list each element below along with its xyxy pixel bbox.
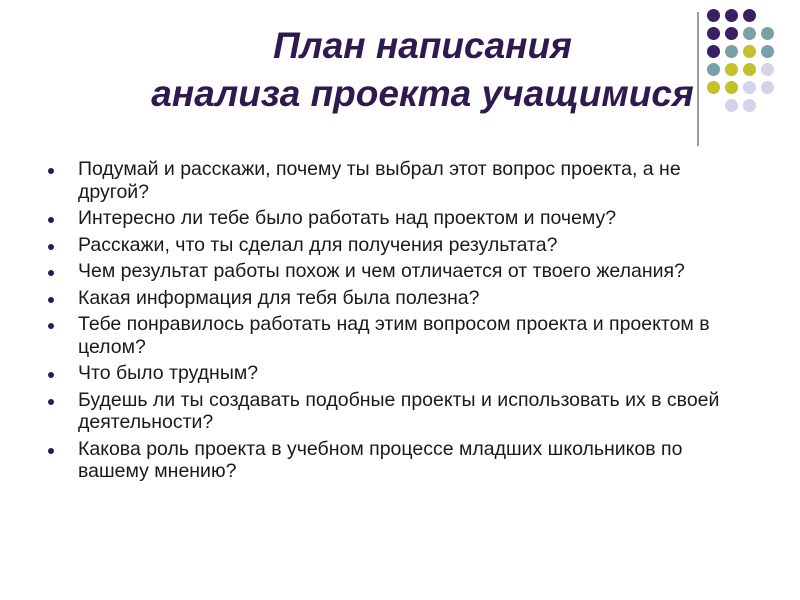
decorative-dot [725,27,738,40]
decorative-dot [761,63,774,76]
bullet-text: Подумай и расскажи, почему ты выбрал этот вопрос проекта, а не другой? [78,158,681,203]
bullet-icon [48,448,54,454]
bullet-item [48,362,738,385]
bullet-icon [48,244,54,250]
bullet-text: Интересно ли тебе было работать над проектом и почему? [78,207,617,229]
bullet-icon [48,399,54,405]
bullet-icon [48,270,54,276]
decorative-dot [725,63,738,76]
slide-title [150,22,695,118]
bullet-icon [48,372,54,378]
decorative-dot [725,81,738,94]
bullet-item [48,207,738,230]
decorative-dot [761,27,774,40]
bullet-item [48,158,738,203]
decorative-dot [743,45,756,58]
decorative-dot [707,63,720,76]
bullet-item [48,438,738,483]
bullet-item [48,260,738,283]
bullet-icon [48,217,54,223]
decorative-dot [707,81,720,94]
bullet-text: Будешь ли ты создавать подобные проекты и использовать их в своей деятельности? [78,388,720,433]
bullet-text: Тебе понравилось работать над этим вопросом проекта и проектом в целом? [78,313,710,358]
decorative-dot [725,99,738,112]
decorative-dot [707,27,720,40]
decorative-dot-grid [707,9,787,134]
bullet-text: Чем результат работы похож и чем отличается от твоего желания? [78,260,685,282]
decorative-dot [743,81,756,94]
title-divider [697,12,699,146]
bullet-item [48,234,738,257]
decorative-dot [707,45,720,58]
decorative-dot [743,99,756,112]
decorative-dot [725,45,738,58]
bullet-icon [48,168,54,174]
decorative-dot [743,27,756,40]
bullet-text: Расскажи, что ты сделал для получения результата? [78,233,558,256]
title-line-2: анализа проекта учащимися [151,73,694,114]
bullet-icon [48,297,54,303]
bullet-text: Что было трудным? [78,362,259,384]
decorative-dot [725,9,738,22]
decorative-dot [761,45,774,58]
bullet-item [48,313,738,358]
title-line-1: План написания [273,25,572,66]
decorative-dot [743,9,756,22]
bullet-text: Какая информация для тебя была полезна? [78,286,480,309]
decorative-dot [761,81,774,94]
bullet-item [48,389,738,434]
decorative-dot [707,9,720,22]
decorative-dot [743,63,756,76]
bullet-icon [48,323,54,329]
bullet-item [48,287,738,310]
bullet-text: Какова роль проекта в учебном процессе младших школьников по вашему мнению? [78,437,683,482]
bullet-list [48,158,738,487]
